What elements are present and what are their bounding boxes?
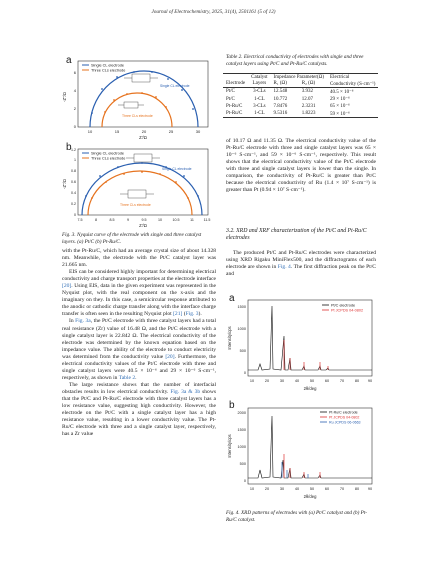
- fig4a-ylabel: Intensity/cps: [227, 326, 232, 350]
- fig4a-xtick: 70: [339, 379, 345, 383]
- fig3b-ytick: 0.4: [71, 191, 76, 195]
- fig4b-xtick: 10: [249, 487, 255, 491]
- fig3a-note-three: Three CLs electrode: [122, 114, 153, 118]
- fig3b-xtick: 10.5: [172, 218, 180, 222]
- fig3b-nyquist-plot: [62, 146, 212, 228]
- fig4-panel-b-label: b: [229, 400, 235, 411]
- fig4b-xtick: 70: [339, 487, 345, 491]
- fig4b-xtick: 60: [324, 487, 330, 491]
- citation-link[interactable]: [21]: [173, 311, 183, 318]
- fig3b-ytick: 0.6: [71, 180, 76, 184]
- col-header-conductivity: Conductivity (S·cm⁻¹): [327, 80, 378, 88]
- fig4b-ytick: 500: [239, 462, 246, 466]
- fig4a-xtick: 20: [264, 379, 270, 383]
- fig4a-ytick: 1500: [237, 305, 246, 309]
- figure-link[interactable]: Fig. 3a: [75, 318, 91, 325]
- left-column-text: [62, 248, 216, 438]
- fig4b-ytick: 0: [243, 479, 246, 483]
- table-row: Pt/C 1-CL 10.772 12.07 29 × 10⁻⁶: [226, 96, 350, 103]
- fig3a-legend-three: Three CLs electrode: [91, 68, 126, 73]
- fig3b-xtick: 7.5: [77, 218, 83, 222]
- fig3b-ytick: 1.2: [71, 148, 76, 152]
- fig3b-note-single: Single CL electrode: [162, 167, 192, 171]
- table-row: Pt-Ru/C 3-CLs 7.8476 2.3231 65 × 10⁻⁶: [226, 103, 350, 110]
- paragraph: The large resistance shows that the number of interfacial obstacles results in low electrical conductivity. Fig. 3a & 3b shows that the Pt/C and Pt-Ru/C electrode with three catalyst layers has a low resistance value, suggesting high conductivity. However, the electrode on the Pt/C with a single catalyst layer has a high resistance value, resulting in a lower conductivity value. The Pt-Ru/C electrode with three and a single catalyst layer, respectively, has a Zr value: [62, 381, 216, 438]
- paragraph: with the Pt-Ru/C, which had an average crystal size of about 14.328 nm. Meanwhile, the electrode with the Pt/C catalyst layer was 21.665 nm.: [62, 248, 216, 269]
- fig3a-legend-single: Single CL electrode: [91, 63, 124, 68]
- fig3b-xlabel: Z'/Ω: [139, 223, 147, 228]
- fig3b-xtick: 8: [95, 218, 97, 222]
- fig4a-xrd-plot: [226, 296, 376, 396]
- paragraph: of 10.17 Ω and 11.35 Ω. The electrical conductivity value of the Pt-Ru/C electrode with three and single catalyst layers was 65 × 10⁻⁶ S·cm⁻¹, and 59 × 10⁻⁶ S·cm⁻¹, respectively. This result shows that the electrical conductivity value of the Pt/C electrode with three and single catalyst layers is lower than the single. In comparison, the conductivity of Pt-Ru/C is greater than Pt/C because the electrical conductivity of Ru (1.4 × 10⁷ S·cm⁻¹) is greater than Pt (0.94 × 10⁷ S·cm⁻¹).: [226, 138, 376, 194]
- fig4b-ylabel: Intensity/cps: [227, 434, 232, 458]
- figure-link[interactable]: Fig. 4: [277, 264, 291, 271]
- fig3b-legend-three: Three CLs electrode: [91, 156, 126, 161]
- fig4b-xtick: 50: [309, 487, 315, 491]
- col-header-r1: R₁ (Ω): [271, 80, 299, 88]
- fig4b-xlabel: 2θ/deg: [303, 494, 317, 499]
- fig3a-ytick: 0: [73, 124, 76, 129]
- fig3b-xtick: 11.5: [203, 218, 211, 222]
- fig4a-legend-ref: Pt JCPDS 04-0802: [331, 308, 364, 313]
- fig3a-ytick: 4: [73, 88, 76, 93]
- fig3a-nyquist-plot: [62, 57, 212, 141]
- col-header-r2: R₂ (Ω): [299, 80, 327, 88]
- col-header-electrical-top: Electrical: [327, 74, 378, 81]
- fig3a-xlabel: Z'/Ω: [139, 135, 147, 140]
- citation-link[interactable]: [20]: [62, 283, 72, 290]
- fig4b-xtick: 30: [279, 487, 285, 491]
- fig3a-note-single: Single CL electrode: [160, 84, 190, 88]
- paragraph: In Fig. 3a, the Pt/C electrode with three catalyst layers had a total real resistance (Zr) value of 16.48 Ω, and the Pt/C electrode with a single catalyst layer is 22.842 Ω. The electrical conductivity of the electrode was determined by the known equation based on the impedance value. The ability of the electrode to conduct electricity was determined from the conductivity value [20]. Furthermore, the electrical conductivity values of the Pt/C electrode with three and single catalyst layers were 40.5 × 10⁻⁶ and 29 × 10⁻⁶ S·cm⁻¹, respectively, as shown in Table 2.: [62, 318, 216, 381]
- right-column-text: [226, 138, 376, 194]
- citation-link[interactable]: [20]: [165, 353, 175, 360]
- fig4a-xtick: 30: [279, 379, 285, 383]
- fig3a-ytick: 6: [73, 70, 76, 75]
- fig4b-ytick: 1000: [237, 445, 246, 449]
- fig4a-ytick: 500: [239, 349, 246, 353]
- right-column-text-2: [226, 250, 376, 278]
- fig4b-xtick: 20: [264, 487, 270, 491]
- fig3a-xtick: 25: [168, 129, 174, 134]
- fig3a-ytick: 2: [73, 106, 76, 111]
- col-header-impedance-group: Impedance Parameter(Ω): [271, 74, 328, 81]
- fig4a-xtick: 80: [354, 379, 360, 383]
- paragraph: The produced Pt/C and Pt-Ru/C electrodes were characterized using XRD Rigaku MiniFlex500, and the diffractograms of each electrode are shown in Fig. 4. The first diffraction peak on the Pt/C and: [226, 250, 376, 278]
- fig3b-note-three: Three CLs electrode: [120, 203, 151, 207]
- fig4a-legend-electrode: Pt/C electrode: [331, 303, 356, 308]
- fig4a-xtick: 10: [249, 379, 255, 383]
- fig4b-xtick: 90: [367, 487, 373, 491]
- fig4a-ytick: 0: [243, 371, 246, 375]
- table2-caption: Table 2. Electrical conductivity of electrodes with single and three catalyst layers using Pt/C and Pt-Ru/C catalysts.: [226, 54, 364, 67]
- paragraph: EIS can be considered highly important for determining electrical conductivity and charge transport properties at the electrode interface [20]. Using EIS, data in the given experiment was represented in the Nyquist plot, with the real component on the x-axis and the imaginary on they. In this case, a semicircular response attributed to the anodic or cathodic charge transfer along with the interface charge transfer is often seen in the resulting Nyquist plot [21] (Fig. 3).: [62, 269, 216, 318]
- conductivity-table: [223, 73, 378, 118]
- table-link[interactable]: Table 2: [118, 374, 136, 381]
- figure-link[interactable]: Fig. 3a & 3b: [170, 388, 201, 395]
- fig3b-xtick: 9.5: [141, 218, 147, 222]
- fig3b-xtick: 10: [158, 218, 162, 222]
- fig4b-legend-ru-ref: Ru JCPDS 06-0663: [329, 420, 361, 425]
- section-heading: 3.2. XRD and XRF characterization of the Pt/C and Pt-Ru/C electrodes: [226, 228, 367, 242]
- fig3b-legend-single: Single CL electrode: [91, 151, 124, 156]
- fig4b-ytick: 1500: [237, 428, 246, 432]
- fig4a-ytick: 1000: [237, 327, 246, 331]
- fig3-caption: Fig. 3. Nyquist curve of the electrode with single and three catalyst layers. (a) Pt/C (b) Pt-Ru/C.: [62, 232, 202, 245]
- table-row: Pt-Ru/C 1-CL 9.5316 1.8223 59 × 10⁻⁶: [223, 110, 378, 118]
- fig4a-xtick: 90: [367, 379, 373, 383]
- col-header-electrode: Electrode: [223, 80, 248, 88]
- fig3b-ytick: 0.2: [71, 202, 76, 206]
- fig3b-ytick: 1: [74, 158, 76, 162]
- fig3a-ylabel: -Z"/Ω: [62, 92, 67, 102]
- journal-header: Journal of Electrochemistry, 2025, 31(4), 2501161 (5 of 12): [151, 9, 276, 15]
- fig3b-ylabel: -Z"/Ω: [62, 179, 67, 189]
- fig4b-xtick: 40: [294, 487, 300, 491]
- fig4b-xrd-plot: [226, 404, 376, 504]
- fig3b-ytick: 0: [74, 213, 76, 217]
- col-header-layers: Layers: [248, 80, 270, 88]
- fig3a-xtick: 10: [87, 129, 93, 134]
- fig3a-xtick: 20: [141, 129, 147, 134]
- fig4a-xlabel: 2θ/deg: [303, 386, 317, 391]
- fig4-panel-a-label: a: [229, 293, 235, 304]
- fig3b-xtick: 9: [127, 218, 129, 222]
- fig4b-xtick: 80: [354, 487, 360, 491]
- figure-link[interactable]: Fig. 3: [185, 311, 199, 318]
- fig3a-xtick: 30: [195, 129, 201, 134]
- fig4b-legend-pt-ref: Pt JCPDS 04-0802: [329, 415, 360, 420]
- fig3-panel-a-label: a: [66, 55, 72, 66]
- col-header-catalyst-top: Catalyst: [248, 74, 270, 81]
- fig3b-xtick: 8.5: [109, 218, 115, 222]
- table-row: Pt/C 3-CLs 12.548 3.932 40.5 × 10⁻⁶: [226, 89, 354, 95]
- fig4b-legend-electrode: Pt-Ru/C electrode: [329, 410, 358, 415]
- fig4b-ytick: 2000: [237, 411, 246, 415]
- fig3a-xtick: 15: [114, 129, 120, 134]
- fig4-caption: Fig. 4. XRD patterns of electrodes with (a) Pt/C catalyst and (b) Pt-Ru/C catalyst.: [226, 510, 367, 523]
- fig4a-xtick: 60: [324, 379, 330, 383]
- fig3-panel-b-label: b: [66, 142, 72, 153]
- fig3b-xtick: 11: [190, 218, 194, 222]
- fig4a-xtick: 50: [309, 379, 315, 383]
- fig4a-xtick: 40: [294, 379, 300, 383]
- fig3b-ytick: 0.8: [71, 169, 76, 173]
